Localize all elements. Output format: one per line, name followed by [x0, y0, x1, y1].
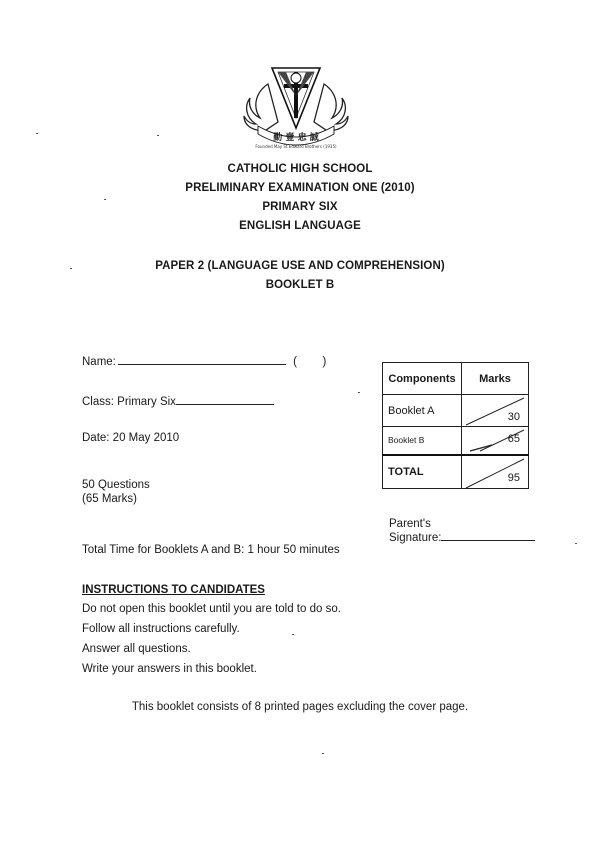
crest-banner-text: Founded May St Edward Brothers (1935): [255, 144, 337, 149]
exam-date: Date: 20 May 2010: [82, 432, 180, 444]
booklet-b-marks-cell[interactable]: [462, 427, 529, 455]
school-name: CATHOLIC HIGH SCHOOL: [227, 163, 373, 175]
total-marks: (65 Marks): [82, 493, 137, 505]
exam-title: PRELIMINARY EXAMINATION ONE (2010): [185, 182, 415, 194]
question-count: 50 Questions: [82, 479, 150, 491]
index-number-paren: ( ): [293, 356, 327, 368]
components-header: Components: [383, 363, 462, 395]
name-field-row: [82, 356, 326, 368]
total-label: TOTAL: [383, 455, 462, 489]
total-marks-cell[interactable]: [462, 455, 529, 489]
scan-speck: [104, 199, 106, 200]
scan-speck: [575, 543, 577, 544]
scan-speck: [157, 135, 159, 136]
booklet-a-label: Booklet A: [383, 395, 462, 427]
marks-header: Marks: [462, 363, 529, 395]
booklet-a-marks: 30: [507, 411, 520, 423]
booklet-title: BOOKLET B: [265, 279, 335, 291]
instruction-item: Do not open this booklet until you are told to do so.: [82, 603, 341, 615]
scan-speck: [70, 268, 72, 269]
instruction-item: Answer all questions.: [82, 643, 191, 655]
svg-text:勤 壹 忠 誠: 勤 壹 忠 誠: [273, 133, 319, 143]
name-input-line[interactable]: [118, 364, 286, 365]
signature-row: [389, 532, 535, 544]
total-marks-value: 95: [507, 472, 520, 484]
scan-speck: [322, 753, 324, 754]
scan-speck: [358, 392, 360, 393]
signature-input-line[interactable]: [441, 540, 535, 541]
page-count-note: This booklet consists of 8 printed pages excluding the cover page.: [131, 701, 469, 713]
subject-title: ENGLISH LANGUAGE: [239, 220, 361, 232]
parent-label: Parent's: [389, 518, 431, 530]
total-time: Total Time for Booklets A and B: 1 hour 50 minutes: [82, 544, 340, 556]
level-title: PRIMARY SIX: [262, 201, 338, 213]
scan-speck: [36, 133, 38, 134]
marks-table: [382, 362, 529, 489]
instruction-item: Follow all instructions carefully.: [82, 623, 240, 635]
signature-label: Signature:: [389, 532, 442, 544]
class-input-line[interactable]: [176, 404, 274, 405]
class-field-row: [82, 396, 274, 408]
instructions-heading: INSTRUCTIONS TO CANDIDATES: [82, 584, 265, 596]
booklet-a-marks-cell[interactable]: [462, 395, 529, 427]
booklet-b-label: Booklet B: [383, 427, 462, 455]
school-crest-logo: [238, 62, 354, 150]
paper-title: PAPER 2 (LANGUAGE USE AND COMPREHENSION): [155, 260, 445, 272]
name-label: Name:: [82, 356, 116, 368]
booklet-b-marks: 65: [507, 433, 520, 445]
instruction-item: Write your answers in this booklet.: [82, 663, 257, 675]
scan-speck: [292, 634, 294, 635]
class-label: Class: Primary Six: [82, 396, 176, 408]
